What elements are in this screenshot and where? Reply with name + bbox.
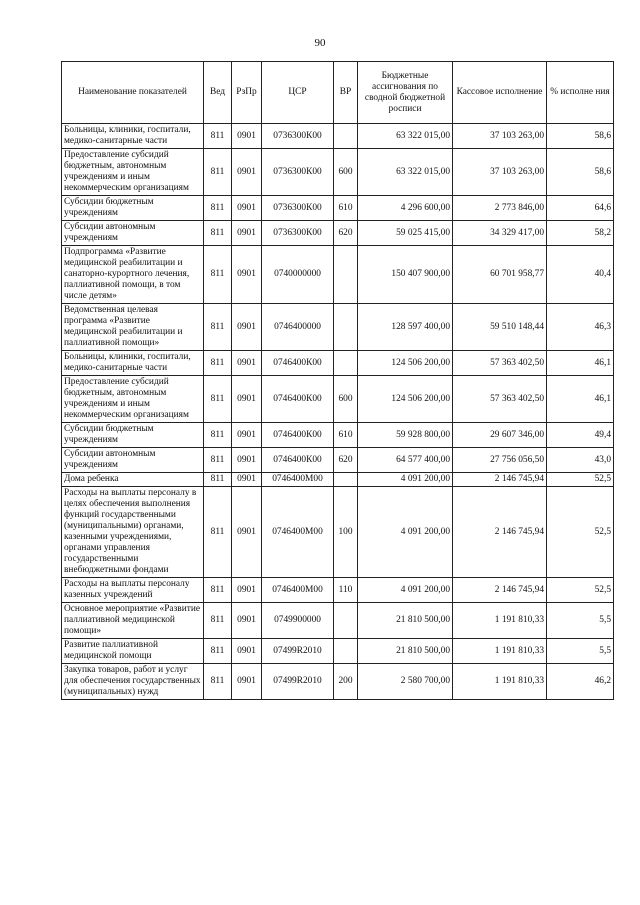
row-csr: 07499R2010 bbox=[262, 664, 334, 700]
row-ved: 811 bbox=[204, 423, 232, 448]
row-plan: 21 810 500,00 bbox=[358, 639, 453, 664]
row-exec: 2 773 846,00 bbox=[453, 196, 547, 221]
row-vr bbox=[334, 304, 358, 351]
row-name: Расходы на выплаты персоналу в целях обеспечения выполнения функций государственными (муниципальными) органами, казенными учреждениями, органами управления государственными внебюджетными фондами bbox=[62, 487, 204, 578]
row-csr: 0736300К00 bbox=[262, 196, 334, 221]
header-plan: Бюджетные ассигнования по сводной бюджетной росписи bbox=[358, 62, 453, 124]
row-exec: 2 146 745,94 bbox=[453, 487, 547, 578]
row-csr: 0746400К00 bbox=[262, 448, 334, 473]
table-row bbox=[62, 448, 614, 473]
row-csr: 0746400М00 bbox=[262, 473, 334, 487]
row-exec: 34 329 417,00 bbox=[453, 221, 547, 246]
table-row bbox=[62, 578, 614, 603]
row-vr: 600 bbox=[334, 376, 358, 423]
table-row bbox=[62, 487, 614, 578]
table-row bbox=[62, 196, 614, 221]
row-pct: 40,4 bbox=[547, 246, 614, 304]
row-rzpr: 0901 bbox=[232, 448, 262, 473]
row-pct: 52,5 bbox=[547, 578, 614, 603]
row-csr: 0749900000 bbox=[262, 603, 334, 639]
row-rzpr: 0901 bbox=[232, 196, 262, 221]
row-vr bbox=[334, 603, 358, 639]
row-vr: 620 bbox=[334, 448, 358, 473]
row-plan: 2 580 700,00 bbox=[358, 664, 453, 700]
table-row bbox=[62, 351, 614, 376]
row-csr: 0746400К00 bbox=[262, 351, 334, 376]
row-pct: 52,5 bbox=[547, 487, 614, 578]
row-exec: 37 103 263,00 bbox=[453, 149, 547, 196]
row-name: Субсидии автономным учреждениям bbox=[62, 221, 204, 246]
row-exec: 1 191 810,33 bbox=[453, 603, 547, 639]
header-rzpr: РзПр bbox=[232, 62, 262, 124]
row-ved: 811 bbox=[204, 304, 232, 351]
row-plan: 64 577 400,00 bbox=[358, 448, 453, 473]
row-exec: 57 363 402,50 bbox=[453, 351, 547, 376]
row-vr: 110 bbox=[334, 578, 358, 603]
row-exec: 29 607 346,00 bbox=[453, 423, 547, 448]
table-row bbox=[62, 246, 614, 304]
row-name: Основное мероприятие «Развитие паллиативной медицинской помощи» bbox=[62, 603, 204, 639]
row-vr: 600 bbox=[334, 149, 358, 196]
row-pct: 52,5 bbox=[547, 473, 614, 487]
row-pct: 46,1 bbox=[547, 351, 614, 376]
table-header-row bbox=[62, 62, 614, 124]
row-csr: 0746400М00 bbox=[262, 578, 334, 603]
row-name: Больницы, клиники, госпитали, медико-санитарные части bbox=[62, 351, 204, 376]
table-row bbox=[62, 603, 614, 639]
table-row bbox=[62, 473, 614, 487]
row-pct: 46,1 bbox=[547, 376, 614, 423]
row-plan: 150 407 900,00 bbox=[358, 246, 453, 304]
row-name: Субсидии бюджетным учреждениям bbox=[62, 196, 204, 221]
row-csr: 0740000000 bbox=[262, 246, 334, 304]
row-exec: 2 146 745,94 bbox=[453, 578, 547, 603]
row-name: Субсидии автономным учреждениям bbox=[62, 448, 204, 473]
row-rzpr: 0901 bbox=[232, 149, 262, 196]
row-vr: 610 bbox=[334, 423, 358, 448]
row-ved: 811 bbox=[204, 351, 232, 376]
row-name: Расходы на выплаты персоналу казенных учреждений bbox=[62, 578, 204, 603]
row-ved: 811 bbox=[204, 487, 232, 578]
row-vr bbox=[334, 246, 358, 304]
row-exec: 27 756 056,50 bbox=[453, 448, 547, 473]
row-rzpr: 0901 bbox=[232, 473, 262, 487]
row-csr: 0746400000 bbox=[262, 304, 334, 351]
row-csr: 0746400К00 bbox=[262, 376, 334, 423]
row-pct: 49,4 bbox=[547, 423, 614, 448]
row-plan: 59 928 800,00 bbox=[358, 423, 453, 448]
row-ved: 811 bbox=[204, 124, 232, 149]
row-rzpr: 0901 bbox=[232, 664, 262, 700]
row-vr bbox=[334, 639, 358, 664]
table-body bbox=[62, 124, 614, 700]
table-row bbox=[62, 124, 614, 149]
row-vr: 100 bbox=[334, 487, 358, 578]
row-plan: 63 322 015,00 bbox=[358, 124, 453, 149]
header-exec: Кассовое исполнение bbox=[453, 62, 547, 124]
row-name: Закупка товаров, работ и услуг для обеспечения государственных (муниципальных) нужд bbox=[62, 664, 204, 700]
row-ved: 811 bbox=[204, 149, 232, 196]
row-exec: 59 510 148,44 bbox=[453, 304, 547, 351]
row-plan: 63 322 015,00 bbox=[358, 149, 453, 196]
row-plan: 124 506 200,00 bbox=[358, 376, 453, 423]
header-name: Наименование показателей bbox=[62, 62, 204, 124]
row-csr: 0746400К00 bbox=[262, 423, 334, 448]
row-exec: 60 701 958,77 bbox=[453, 246, 547, 304]
row-rzpr: 0901 bbox=[232, 578, 262, 603]
row-rzpr: 0901 bbox=[232, 376, 262, 423]
row-pct: 58,6 bbox=[547, 124, 614, 149]
row-name: Ведомственная целевая программа «Развитие медицинской реабилитации и паллиативной помощи» bbox=[62, 304, 204, 351]
row-name: Подпрограмма «Развитие медицинской реабилитации и санаторно-курортного лечения, паллиативной помощи, в том числе детям» bbox=[62, 246, 204, 304]
row-csr: 0736300К00 bbox=[262, 149, 334, 196]
row-vr: 610 bbox=[334, 196, 358, 221]
row-pct: 58,2 bbox=[547, 221, 614, 246]
row-plan: 21 810 500,00 bbox=[358, 603, 453, 639]
row-rzpr: 0901 bbox=[232, 124, 262, 149]
budget-table bbox=[61, 61, 614, 700]
row-ved: 811 bbox=[204, 448, 232, 473]
row-pct: 46,2 bbox=[547, 664, 614, 700]
row-plan: 59 025 415,00 bbox=[358, 221, 453, 246]
row-pct: 5,5 bbox=[547, 639, 614, 664]
header-vr: ВР bbox=[334, 62, 358, 124]
row-exec: 2 146 745,94 bbox=[453, 473, 547, 487]
row-exec: 57 363 402,50 bbox=[453, 376, 547, 423]
table-row bbox=[62, 221, 614, 246]
row-ved: 811 bbox=[204, 664, 232, 700]
row-vr: 620 bbox=[334, 221, 358, 246]
row-ved: 811 bbox=[204, 246, 232, 304]
row-name: Субсидии бюджетным учреждениям bbox=[62, 423, 204, 448]
row-exec: 1 191 810,33 bbox=[453, 639, 547, 664]
row-csr: 07499R2010 bbox=[262, 639, 334, 664]
header-pct: % исполне ния bbox=[547, 62, 614, 124]
row-csr: 0736300К00 bbox=[262, 221, 334, 246]
row-name: Дома ребенка bbox=[62, 473, 204, 487]
table-row bbox=[62, 423, 614, 448]
row-ved: 811 bbox=[204, 473, 232, 487]
row-name: Развитие паллиативной медицинской помощи bbox=[62, 639, 204, 664]
row-pct: 64,6 bbox=[547, 196, 614, 221]
row-rzpr: 0901 bbox=[232, 246, 262, 304]
table-row bbox=[62, 376, 614, 423]
row-pct: 43,0 bbox=[547, 448, 614, 473]
row-vr bbox=[334, 473, 358, 487]
row-ved: 811 bbox=[204, 639, 232, 664]
row-vr: 200 bbox=[334, 664, 358, 700]
row-rzpr: 0901 bbox=[232, 603, 262, 639]
row-rzpr: 0901 bbox=[232, 487, 262, 578]
row-name: Предоставление субсидий бюджетным, автономным учреждениям и иным некоммерческим организациям bbox=[62, 149, 204, 196]
table-row bbox=[62, 304, 614, 351]
row-rzpr: 0901 bbox=[232, 639, 262, 664]
row-rzpr: 0901 bbox=[232, 351, 262, 376]
row-plan: 128 597 400,00 bbox=[358, 304, 453, 351]
row-vr bbox=[334, 124, 358, 149]
row-pct: 58,6 bbox=[547, 149, 614, 196]
row-ved: 811 bbox=[204, 196, 232, 221]
row-plan: 124 506 200,00 bbox=[358, 351, 453, 376]
header-csr: ЦСР bbox=[262, 62, 334, 124]
table-row bbox=[62, 664, 614, 700]
row-rzpr: 0901 bbox=[232, 304, 262, 351]
row-ved: 811 bbox=[204, 603, 232, 639]
page-number: 90 bbox=[314, 37, 326, 49]
row-pct: 5,5 bbox=[547, 603, 614, 639]
row-plan: 4 091 200,00 bbox=[358, 487, 453, 578]
row-vr bbox=[334, 351, 358, 376]
row-rzpr: 0901 bbox=[232, 423, 262, 448]
row-rzpr: 0901 bbox=[232, 221, 262, 246]
table-row bbox=[62, 639, 614, 664]
row-exec: 37 103 263,00 bbox=[453, 124, 547, 149]
row-ved: 811 bbox=[204, 578, 232, 603]
row-ved: 811 bbox=[204, 221, 232, 246]
row-name: Предоставление субсидий бюджетным, автономным учреждениям и иным некоммерческим организациям bbox=[62, 376, 204, 423]
row-plan: 4 296 600,00 bbox=[358, 196, 453, 221]
row-csr: 0746400М00 bbox=[262, 487, 334, 578]
row-name: Больницы, клиники, госпитали, медико-санитарные части bbox=[62, 124, 204, 149]
header-ved: Вед bbox=[204, 62, 232, 124]
row-plan: 4 091 200,00 bbox=[358, 473, 453, 487]
table-row bbox=[62, 149, 614, 196]
row-exec: 1 191 810,33 bbox=[453, 664, 547, 700]
row-plan: 4 091 200,00 bbox=[358, 578, 453, 603]
row-pct: 46,3 bbox=[547, 304, 614, 351]
row-ved: 811 bbox=[204, 376, 232, 423]
row-csr: 0736300К00 bbox=[262, 124, 334, 149]
